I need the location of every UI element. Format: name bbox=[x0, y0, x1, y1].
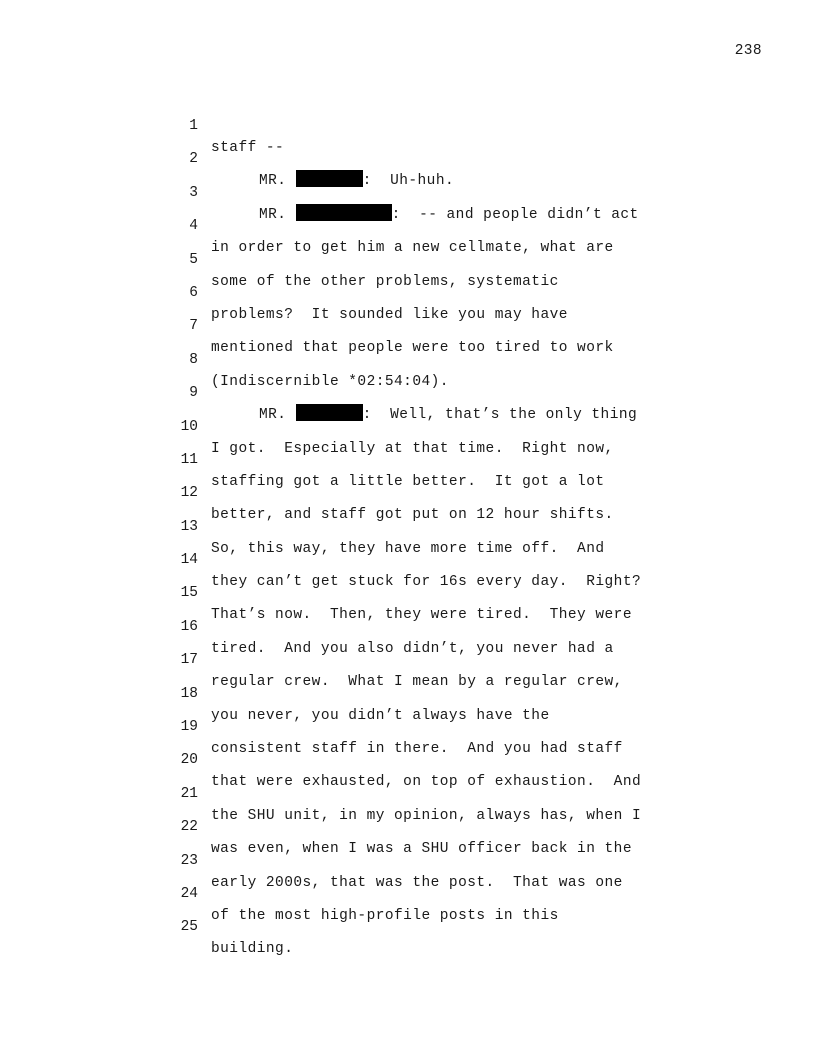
transcript-line bbox=[0, 560, 816, 624]
transcript-line bbox=[0, 861, 816, 924]
transcript-line bbox=[0, 460, 816, 524]
transcript-line bbox=[0, 427, 816, 490]
line-text: early 2000s, that was the post. That was one bbox=[211, 874, 623, 891]
line-text: I got. Especially at that time. Right now, bbox=[211, 440, 614, 457]
transcript-line bbox=[0, 894, 816, 958]
line-number: 6 bbox=[189, 284, 198, 301]
transcript-line bbox=[0, 794, 816, 858]
speaker-text: : Uh-huh. bbox=[362, 173, 455, 190]
transcript-line bbox=[0, 594, 816, 657]
transcript-line bbox=[0, 93, 816, 156]
line-text: (Indiscernible *02:54:04). bbox=[211, 373, 449, 390]
transcript-line bbox=[0, 327, 816, 390]
line-text: in order to get him a new cellmate, what are bbox=[211, 240, 614, 257]
line-number: 19 bbox=[180, 719, 198, 736]
line-text: better, and staff got put on 12 hour shifts. bbox=[211, 507, 614, 524]
line-number: 15 bbox=[180, 585, 198, 602]
transcript-line bbox=[0, 494, 816, 557]
transcript-line bbox=[0, 126, 816, 190]
line-number: 12 bbox=[180, 485, 198, 502]
line-text: tired. And you also didn’t, you never had a bbox=[211, 640, 614, 657]
transcript-line bbox=[0, 360, 816, 424]
line-number: 17 bbox=[180, 652, 198, 669]
line-text: that were exhausted, on top of exhaustion. And bbox=[211, 774, 642, 791]
line-text: That’s now. Then, they were tired. They were bbox=[211, 607, 632, 624]
transcript-line bbox=[0, 828, 816, 891]
speaker-prefix: MR. bbox=[259, 407, 287, 424]
line-number: 21 bbox=[180, 785, 198, 802]
transcript-line bbox=[0, 293, 816, 357]
line-number: 9 bbox=[189, 385, 198, 402]
transcript-line bbox=[0, 160, 816, 223]
transcript-line bbox=[0, 761, 816, 824]
line-text: of the most high-profile posts in this bbox=[211, 907, 559, 924]
line-text: regular crew. What I mean by a regular crew, bbox=[211, 674, 623, 691]
transcript-body bbox=[0, 93, 816, 958]
line-text: some of the other problems, systematic bbox=[211, 273, 559, 290]
speaker-prefix: MR. bbox=[259, 206, 287, 223]
transcript-line bbox=[0, 527, 816, 591]
speaker-text: : -- and people didn’t act bbox=[391, 206, 639, 223]
line-number: 4 bbox=[189, 218, 198, 235]
line-number: 7 bbox=[189, 318, 198, 335]
line-number: 25 bbox=[180, 919, 198, 936]
line-number: 18 bbox=[180, 685, 198, 702]
line-text: So, this way, they have more time off. And bbox=[211, 540, 605, 557]
speaker-text: : Well, that’s the only thing bbox=[362, 407, 638, 424]
speaker-prefix: MR. bbox=[259, 173, 287, 190]
line-number: 20 bbox=[180, 752, 198, 769]
line-number: 11 bbox=[180, 451, 198, 468]
line-text: mentioned that people were too tired to work bbox=[211, 340, 614, 357]
line-number: 22 bbox=[180, 819, 198, 836]
transcript-line bbox=[0, 260, 816, 323]
line-number: 23 bbox=[180, 852, 198, 869]
line-number: 5 bbox=[189, 251, 198, 268]
transcript-line bbox=[0, 193, 816, 257]
line-number: 10 bbox=[180, 418, 198, 435]
line-number: 13 bbox=[180, 518, 198, 535]
line-text: consistent staff in there. And you had staff bbox=[211, 741, 623, 758]
line-number: 14 bbox=[180, 552, 198, 569]
line-text: staff -- bbox=[211, 140, 285, 156]
line-text: problems? It sounded like you may have bbox=[211, 306, 568, 323]
line-text: building. bbox=[211, 941, 294, 958]
line-text: was even, when I was a SHU officer back in the bbox=[211, 841, 632, 858]
line-number: 16 bbox=[180, 618, 198, 635]
line-number: 1 bbox=[189, 118, 198, 134]
transcript-line bbox=[0, 661, 816, 724]
line-text: staffing got a little better. It got a lot bbox=[211, 473, 605, 490]
line-number: 24 bbox=[180, 885, 198, 902]
line-number: 2 bbox=[189, 151, 198, 168]
transcript-line bbox=[0, 727, 816, 791]
transcript-line bbox=[0, 227, 816, 290]
line-text: the SHU unit, in my opinion, always has, when I bbox=[211, 807, 642, 824]
line-text: they can’t get stuck for 16s every day. Right? bbox=[211, 574, 642, 591]
line-text: you never, you didn’t always have the bbox=[211, 707, 550, 724]
transcript-line bbox=[0, 627, 816, 691]
transcript-line bbox=[0, 694, 816, 758]
transcript-line bbox=[0, 394, 816, 457]
line-number: 3 bbox=[189, 184, 198, 201]
line-number: 8 bbox=[189, 351, 198, 368]
page-number: 238 bbox=[734, 43, 762, 59]
